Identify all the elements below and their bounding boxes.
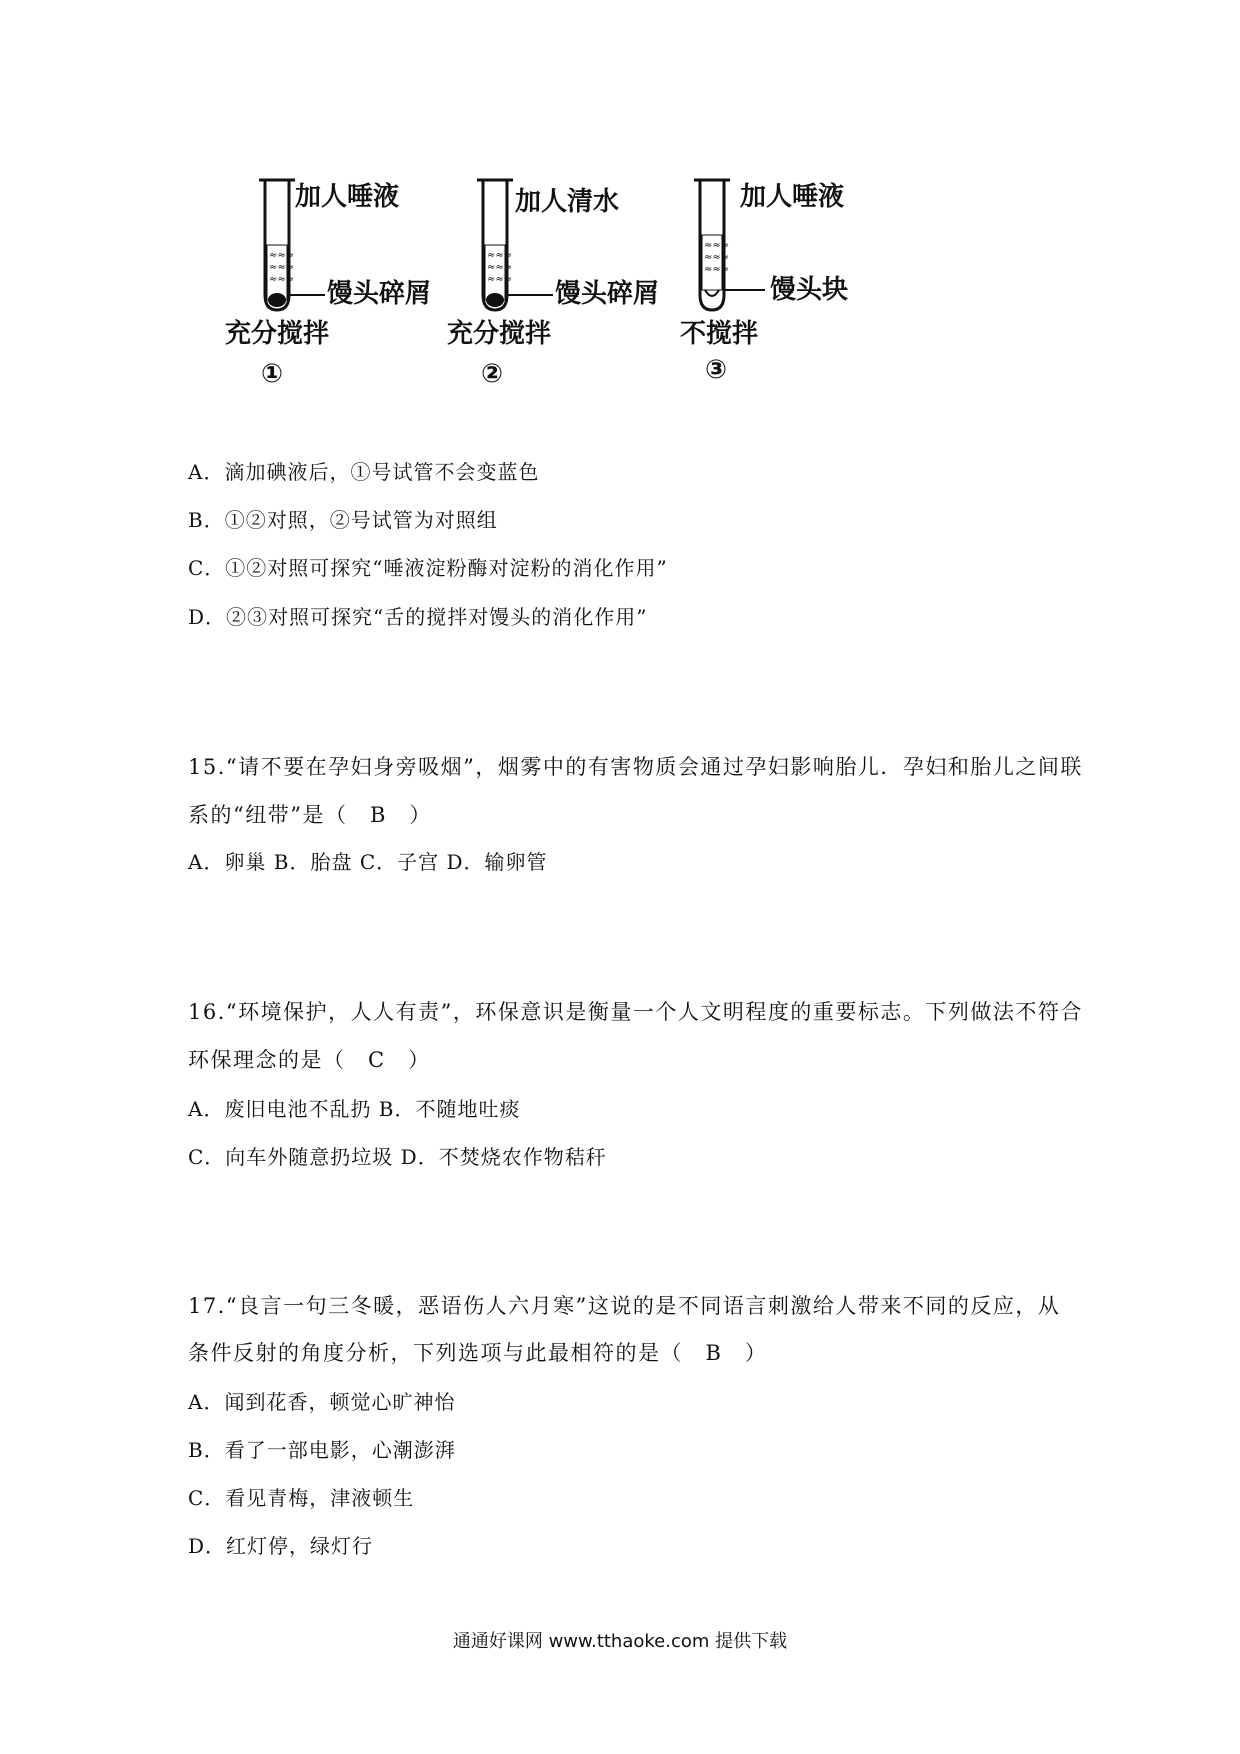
q17-option-d: D．红灯停，绿灯行	[188, 1534, 374, 1558]
svg-text:≈≈≈: ≈≈≈	[269, 274, 295, 285]
tube-1-number: ①	[261, 359, 284, 389]
tube-1-side-label: 馒头碎屑	[327, 279, 432, 309]
svg-text:≈≈≈: ≈≈≈	[704, 252, 730, 263]
page-footer: 通通好课网 www.tthaoke.com 提供下载	[452, 1631, 788, 1652]
svg-text:≈≈≈: ≈≈≈	[487, 274, 513, 285]
q16-stem-line2: 环保理念的是（ C ）	[188, 1048, 431, 1072]
test-tube-diagram	[185, 150, 1005, 440]
tube-3-top-label: 加人唾液	[740, 182, 845, 212]
q17-stem-line1: 17.“良言一句三冬暖，恶语伤人六月寒”这说的是不同语言刺激给人带来不同的反应，从	[188, 1294, 1061, 1318]
svg-text:≈≈≈: ≈≈≈	[704, 264, 730, 275]
svg-text:≈≈≈: ≈≈≈	[269, 262, 295, 273]
tube-3-side-label: 馒头块	[770, 275, 849, 305]
q17-option-c: C．看见青梅，津液顿生	[188, 1486, 415, 1510]
q17-stem-line2: 条件反射的角度分析，下列选项与此最相符的是（ B ）	[188, 1341, 768, 1365]
svg-text:≈≈≈: ≈≈≈	[487, 250, 513, 261]
q14-option-d: D．②③对照可探究“舌的搅拌对馒头的消化作用”	[188, 605, 648, 629]
q15-stem-line2: 系的“纽带”是（ B ）	[188, 803, 432, 827]
tube-3-bottom-label: 不搅拌	[680, 319, 759, 349]
q16-options-2: C．向车外随意扔垃圾 D．不焚烧农作物秸秆	[188, 1145, 607, 1169]
svg-text:≈≈≈: ≈≈≈	[269, 250, 295, 261]
q17-option-b: B．看了一部电影，心潮澎湃	[188, 1438, 456, 1462]
test-tube-figure	[185, 150, 1005, 440]
q14-option-a: A．滴加碘液后，①号试管不会变蓝色	[188, 460, 540, 484]
q15-options: A．卵巢 B．胎盘 C．子宫 D．输卵管	[188, 850, 548, 874]
svg-text:≈≈≈: ≈≈≈	[487, 262, 513, 273]
q16-options-1: A．废旧电池不乱扔 B．不随地吐痰	[188, 1097, 521, 1121]
q15-stem-line1: 15.“请不要在孕妇身旁吸烟”，烟雾中的有害物质会通过孕妇影响胎儿．孕妇和胎儿之间联	[188, 755, 1083, 779]
tube-2-top-label: 加人清水	[515, 187, 620, 217]
q14-option-c: C．①②对照可探究“唾液淀粉酶对淀粉的消化作用”	[188, 556, 668, 580]
tube-2-bottom-label: 充分搅拌	[447, 319, 552, 349]
svg-text:≈≈≈: ≈≈≈	[704, 240, 730, 251]
q17-option-a: A．闻到花香，顿觉心旷神怡	[188, 1390, 456, 1414]
tube-3-number: ③	[705, 355, 728, 385]
tube-1-top-label: 加人唾液	[295, 182, 400, 212]
q16-stem-line1: 16.“环境保护，人人有责”，环保意识是衡量一个人文明程度的重要标志。下列做法不符合	[188, 1000, 1083, 1024]
tube-2-side-label: 馒头碎屑	[555, 279, 660, 309]
q14-option-b: B．①②对照，②号试管为对照组	[188, 508, 498, 532]
tube-1-bottom-label: 充分搅拌	[225, 319, 330, 349]
tube-2-number: ②	[481, 359, 504, 389]
